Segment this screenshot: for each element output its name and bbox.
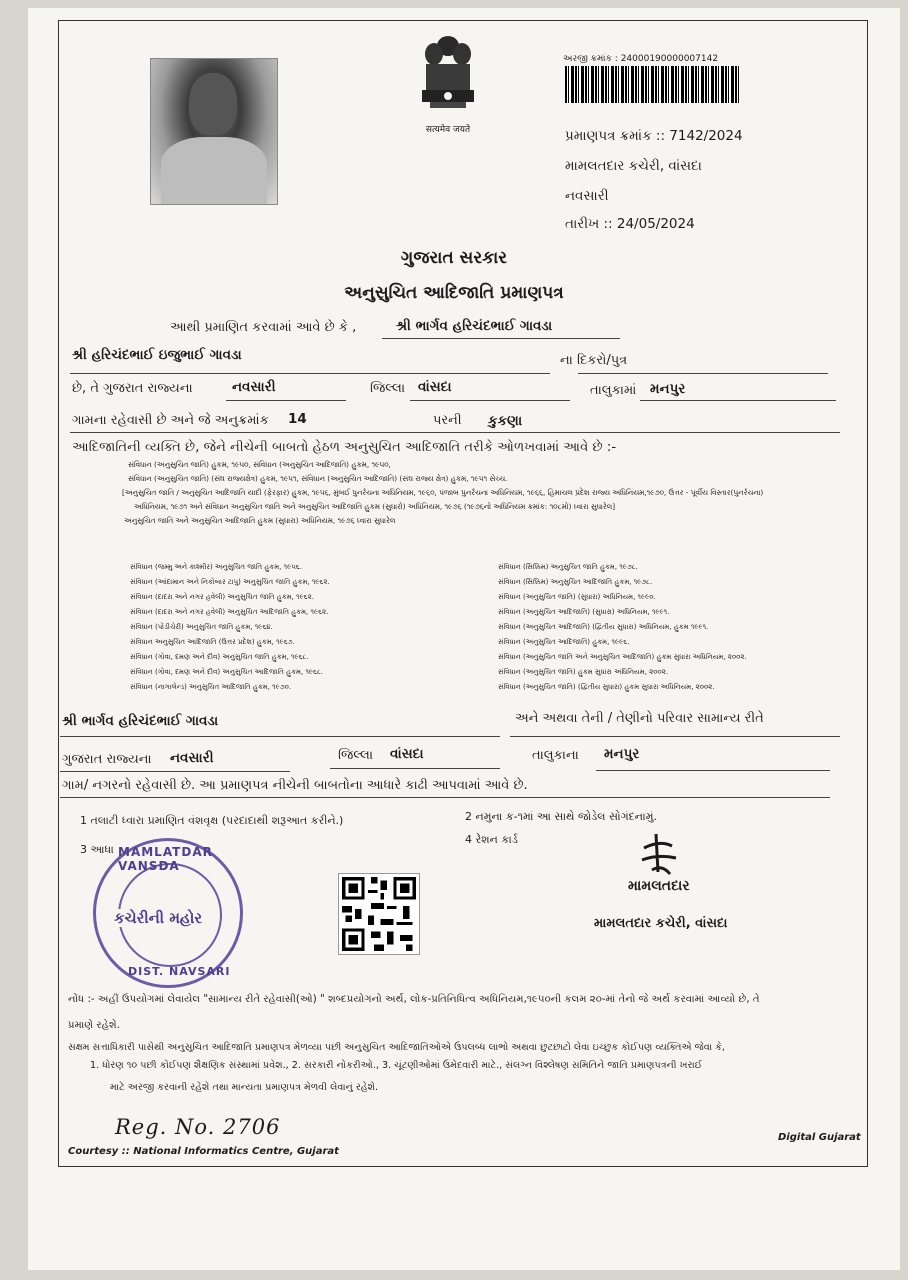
schedule-item: સંવિધાન (ગોવા, દમણ અને દીવ) અનુસુચિત આદિજાતિ હુકમ, ૧૯૬૮.	[130, 668, 324, 676]
application-number: અરજી ક્રમાંક : 24000190000007142	[563, 54, 719, 64]
note-benefits-end: માટે અરજી કરવાની રહેશે તથા માન્યતા પ્રમાણપત્ર મેળવી લેવાનું રહેશે.	[110, 1082, 379, 1093]
underline	[330, 768, 500, 769]
underline	[60, 771, 290, 772]
signatory-office: મામલતદાર કચેરી, વાંસદા	[594, 916, 728, 931]
applicant-name: શ્રી ભાર્ગવ હરિચંદભાઈ ગાવડા	[396, 318, 553, 334]
note-residence: નોંધ :- અહીં ઉપયોગમાં લેવાયેલ "સામાન્ય રીતે રહેવાસી(ઓ) " શબ્દપ્રયોગનો અર્થ, લોક-પ્રતિનિધિત્વ અધિનિયમ,૧૯૫૦ની કલમ ૨૦-માં તેનો જે અર્થ કરવામાં આવ્યો છે, તે	[68, 994, 760, 1005]
schedule-item: સંવિધાન (અનુસુચિત જાતિ) હુકમ સુધારા અધિનિયમ, ૨૦૦૨.	[498, 668, 669, 676]
signatory-designation: મામલતદાર	[628, 878, 690, 894]
basis-item: 3 આધા	[80, 843, 114, 856]
resident-name: શ્રી ભાર્ગવ હરિચંદભાઈ ગાવડા	[62, 713, 219, 729]
basis-item: 4 રેશન કાર્ડ	[465, 833, 518, 846]
order-line: અનુસુચિત જાતિ અને અનુસુચિત આદિજાતિ હુકમ (સુધારા) અધિનિયમ, ૧૯૭૬ ધ્વારા સુધારેલ	[124, 516, 396, 525]
national-emblem-icon	[418, 32, 478, 112]
applicant-photo	[150, 58, 278, 205]
note-benefits: સક્ષમ સત્તાધિકારી પાસેથી અનુસુચિત આદિજાતિ પ્રમાણપત્ર મેળવ્યા પછી અનુસુચિત આદિજાતિઓએ ઉપલબ્ધ લાભો અથવા છુટછાટો લેવા ઇચ્છુક કોઈપણ વ્યક્તિએ જેવા કે,	[68, 1042, 725, 1053]
order-line: સંવિધાન (અનુસુચિત જાતિ) (સંઘ રાજ્યક્ષેત્ર) હુકમ, ૧૯૫૧, સંવિધાન (અનુસુચિત આદિજાતિ) (સંઘ રાજ્ય ક્ષેત્ર) હુકમ, ૧૯૫૧ સેચ્ચ.	[128, 474, 508, 483]
district-label: જિલ્લા	[370, 381, 406, 396]
basis-item: 2 નમુના ક-૧માં આ સાથે જોડેલ સોગંદનામું.	[465, 810, 657, 823]
schedule-item: સંવિધાન (જમ્મુ અને કાશ્મીર) અનુસુચિત જાતિ હુકમ, ૧૯૫૬.	[130, 563, 302, 571]
underline	[60, 797, 830, 798]
serial-number: 14	[288, 411, 307, 427]
district2-value: વાંસદા	[390, 746, 424, 762]
underline	[410, 400, 570, 401]
order-line: સંવિધાન (અનુસુચિત જાતિ) હુકમ, ૧૯૫૦, સંવિધાન (અનુસુચિત આદિજાતિ) હુકમ, ૧૯૫૦,	[128, 460, 391, 469]
office-seal	[93, 838, 243, 988]
district2-label: જિલ્લા	[338, 748, 374, 763]
state-prefix: છે, તે ગુજરાત રાજ્યના	[72, 381, 193, 396]
taluka-label: તાલુકામાં	[590, 383, 637, 398]
schedule-item: સંવિધાન (દાદરા અને નગર હવેલી) અનુસુચિત જાતિ હુકમ, ૧૯૬૨.	[130, 593, 314, 601]
taluka2-label: તાલુકાના	[532, 748, 579, 763]
schedule-item: સંવિધાન (અનુસુચિત જાતિ) (દ્વિતીય સુધારા) હુકમ સુધારા અધિનિયમ, ૨૦૦૨.	[498, 683, 715, 691]
photo-shirt	[161, 137, 267, 204]
schedule-item: સંવિધાન (નાગાલેન્ડ) અનુસુચિત આદિજાતિ હુકમ, ૧૯૭૦.	[130, 683, 292, 691]
basis-text: ગામ/ નગરનો રહેવાસી છે. આ પ્રમાણપત્ર નીચેની બાબતોના આધારે કાઢી આપવામાં આવે છે.	[62, 778, 528, 793]
underline	[60, 736, 500, 737]
schedule-item: સંવિધાન (અનુસુચિત આદિજાતિ) (સુધારા) અધિનિયમ, ૧૯૯૧.	[498, 608, 670, 616]
taluka-value: મનપુર	[650, 381, 686, 397]
underline	[382, 338, 620, 339]
schedule-item: સંવિધાન (સિક્કિમ) અનુસુચિત આદિજાતિ હુકમ, ૧૯૭૮.	[498, 578, 653, 586]
certify-intro: આથી પ્રમાણિત કરવામાં આવે છે કે ,	[170, 320, 357, 335]
taluka2-value: મનપુર	[604, 746, 640, 762]
basis-item: 1 તલાટી ધ્વારા પ્રમાણિત વંશવૃક્ષ (પરદાદાથી શરૂઆત કરીને.)	[80, 814, 344, 827]
issue-date: તારીખ :: 24/05/2024	[565, 216, 695, 232]
order-line: અધિનિયમ, ૧૯૭૧ અને સંવિધાન અનુસુચિત જાતિ અને અનુસુચિત આદિજાતિ હુકમ (સુધારો) અધિનિયમ, ૧૯૭૬ (૧૯૭૬નો અધિનિયમ ક્રમાંક: ૧૦૮મો) ધ્વારા સુધારેલ]	[134, 502, 616, 511]
schedule-item: સંવિધાન (અનુસુચિત આદિજાતિ) (દ્વિતીય સુધારા) અધિનિયમ, હુકમ ૧૯૯૧.	[498, 623, 709, 631]
seal-bottom-text: DIST. NAVSARI	[128, 965, 231, 978]
schedule-item: સંવિધાન (અનુસુચિત જાતિ અને અનુસુચિત આદિજાતિ) હુકમ સુધારા અધિનિયમ, ૨૦૦૨.	[498, 653, 747, 661]
family-text: અને અથવા તેની / તેણીનો પરિવાર સામાન્ય રીતે	[515, 711, 764, 726]
government-title: ગુજરાત સરકાર	[400, 248, 508, 268]
underline	[226, 400, 346, 401]
order-line: [અનુસુચિત જાતિ / અનુસુચિત આદિજાતિ યાદી (ફેરફાર) હુકમ, ૧૯૫૬, મુંબઈ પુનર્રચના અધિનિયમ, ૧૯૬૦, પંજાબ પુનર્રચના અધિનિયમ, ૧૯૬૬, હિમાચલ પ્રદેશ રાજ્ય અધિનિયમ,૧૯૭૦, ઉત્તર - પૂર્વીય વિસ્તાર(પુનર્રચના)	[122, 488, 764, 497]
issuing-office: મામલતદાર કચેરી, વાંસદા	[565, 158, 702, 174]
parent-name: શ્રી હરિચંદભાઈ ઇજુભાઈ ગાવડા	[72, 347, 242, 363]
underline	[70, 432, 840, 433]
schedule-right	[498, 560, 838, 695]
tribe-recognition-text: આદિજાતિની વ્યક્તિ છે, જેને નીચેની બાબતો હેઠળ અનુસુચિત આદિજાતિ તરીકે ઓળખવામાં આવે છે :-	[72, 440, 617, 455]
photo-face	[189, 73, 237, 135]
district-value: વાંસદા	[418, 379, 452, 395]
certificate-title: અનુસુચિત આદિજાતિ પ્રમાણપત્ર	[344, 283, 564, 303]
underline	[596, 770, 830, 771]
constitution-orders	[122, 458, 838, 528]
schedule-item: સંવિધાન (દાદરા અને નગર હવેલી) અનુસુચિત આદિજાતિ હુકમ, ૧૯૬૨.	[130, 608, 329, 616]
schedule-item: સંવિધાન (અનુસુચિત જાતિ) (સુધારા) અધિનિયમ, ૧૯૯૦.	[498, 593, 656, 601]
schedule-item: સંવિધાન અનુસુચિત આદિજાતિ (ઉત્તર પ્રદેશ) હુકમ, ૧૯૬૭.	[130, 638, 295, 646]
upon-label: પરની	[433, 413, 462, 428]
son-daughter-label: ના દિકરો/પુત્ર	[560, 353, 628, 368]
schedule-item: સંવિધાન (આંદામાન અને નિકોબાર ટાપુ) અનુસુચિત જાતિ હુકમ, ૧૯૬૨.	[130, 578, 330, 586]
state2-district: નવસારી	[170, 750, 214, 766]
seal-center-text: કચેરીની મહોર	[114, 909, 203, 927]
schedule-item: સંવિધાન (ગોવા, દમણ અને દીવ) અનુસુચિત જાતિ હુકમ, ૧૯૬૮.	[130, 653, 309, 661]
state2-prefix: ગુજરાત રાજ્યના	[62, 752, 152, 767]
schedule-left	[130, 560, 470, 695]
certificate-number: પ્રમાણપત્ર ક્રમાંક :: 7142/2024	[565, 128, 743, 144]
qr-code	[338, 873, 420, 955]
underline	[70, 373, 550, 374]
state-district: નવસારી	[232, 379, 276, 395]
signature-mark	[636, 830, 686, 880]
issuing-district: નવસારી	[565, 188, 609, 204]
digital-gujarat-label: Digital Gujarat	[778, 1132, 861, 1143]
schedule-item: સંવિધાન (પોંડીચેરી) અનુસુચિત જાતિ હુકમ, ૧૯૬૪.	[130, 623, 273, 631]
seal-top-text: MAMLATDAR VANSDA	[118, 845, 213, 873]
note-benefits-list: 1. ધોરણ ૧૦ પછી કોઈપણ શૈક્ષણિક સંસ્થામાં પ્રવેશ., 2. સરકારી નોકરીઓ., 3. ચૂંટણીઓમાં ઉમેદવારી માટે., સંલગ્ન વિશ્લેષણ સમિતિને જાતિ પ્રમાણપત્રની ખરાઈ	[90, 1060, 703, 1071]
courtesy-text: Courtesy :: National Informatics Centre, Gujarat	[68, 1146, 339, 1157]
schedule-item: સંવિધાન (સિક્કિમ) અનુસુચિત જાતિ હુકમ, ૧૯૭૮.	[498, 563, 638, 571]
village-text: ગામના રહેવાસી છે અને જે અનુક્રમાંક	[72, 413, 269, 428]
registration-number: Reg. No. 2706	[115, 1115, 281, 1139]
underline	[640, 400, 836, 401]
emblem-motto: सत्यमेव जयते	[425, 125, 471, 135]
barcode	[565, 66, 740, 103]
underline	[510, 736, 840, 737]
schedule-item: સંવિધાન (અનુસુચિત આદિજાતિ) હુકમ, ૧૯૯૬.	[498, 638, 630, 646]
note-residence-continued: પ્રમાણે રહેશે.	[68, 1020, 121, 1031]
tribe-name: કુકણા	[488, 413, 523, 429]
underline	[578, 373, 828, 374]
